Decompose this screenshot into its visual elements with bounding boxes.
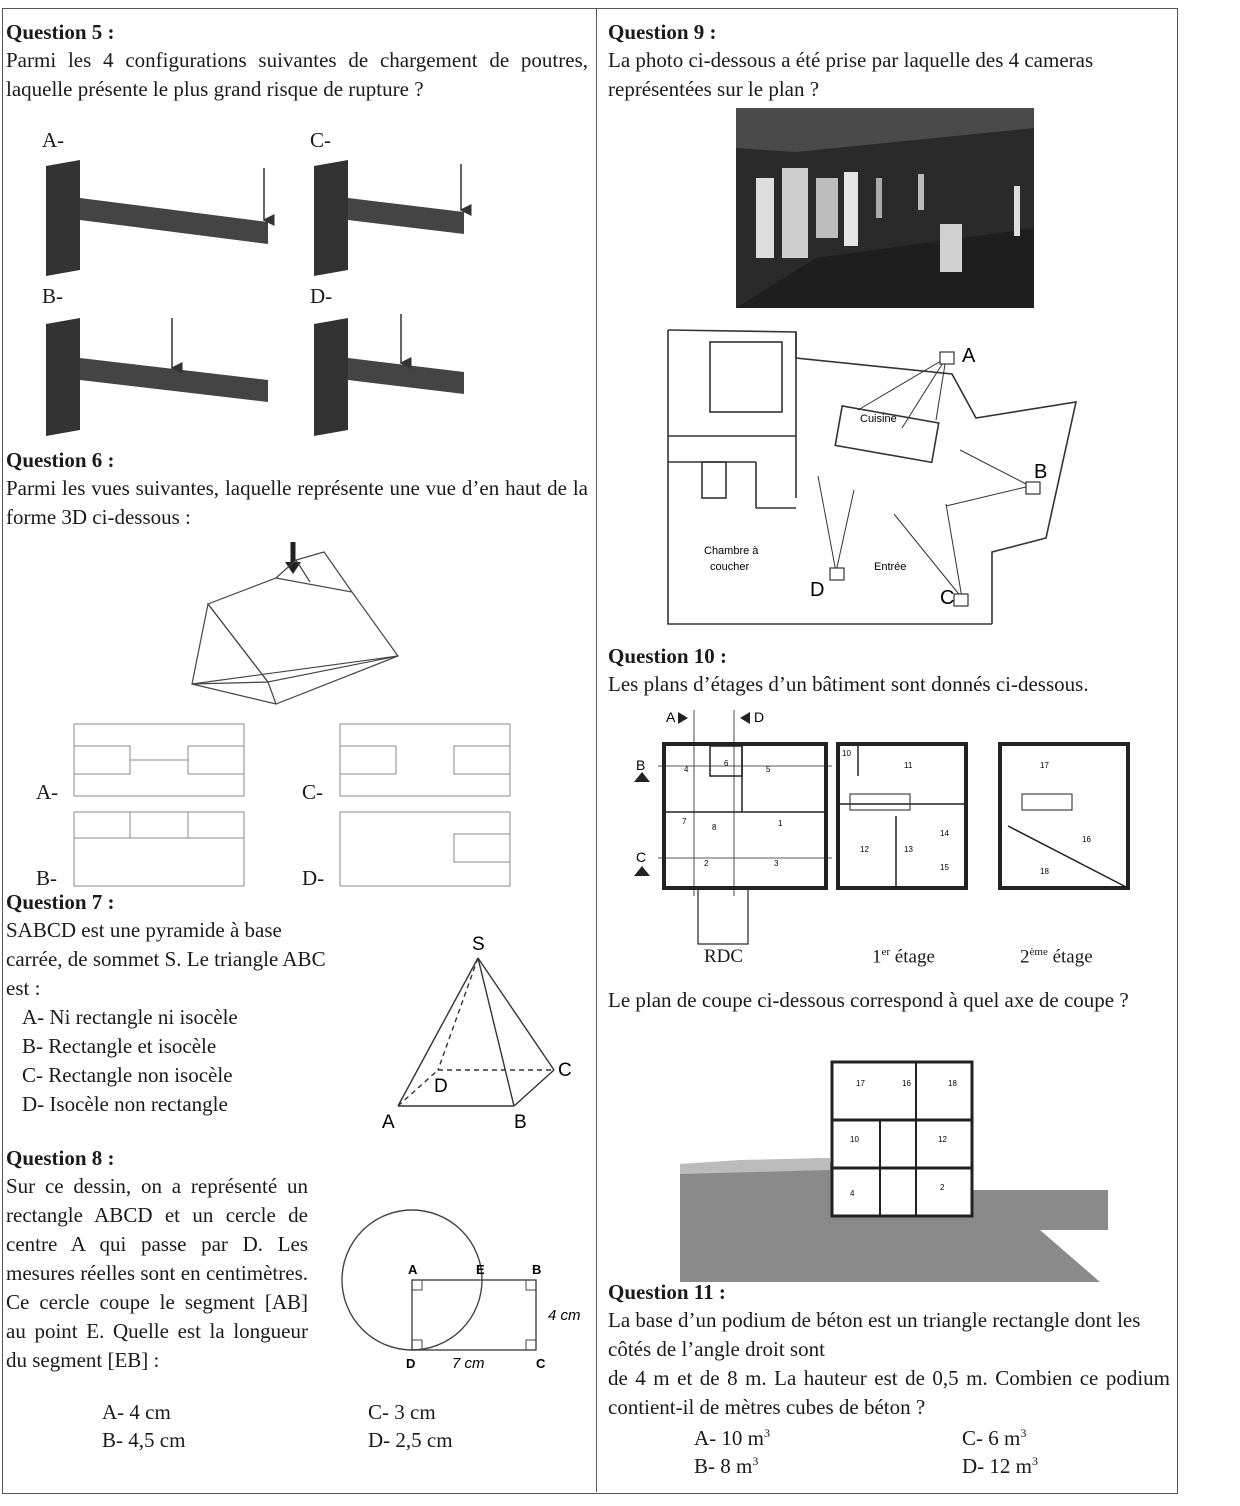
q8-option-d: D- 2,5 cm (368, 1428, 453, 1452)
question-8-text: Sur ce dessin, on a représenté un rectangle ABCD et un cercle de centre A qui passe par D. Les mesures réelles sont en centimètres. Ce cercle coupe le segment [AB] au point E. Quelle est la longueur du segment [EB] : (6, 1174, 308, 1372)
top-views (6, 718, 586, 894)
question-11 (608, 1278, 1170, 1478)
circle-rectangle-figure (332, 1182, 588, 1368)
room-7: 7 (682, 817, 687, 826)
column-divider (596, 8, 597, 1492)
axis-d-label: D (754, 709, 765, 725)
q5-option-b: B- (42, 284, 63, 308)
question-7-text: SABCD est une pyramide à base carrée, de sommet S. Le triangle ABC est : (6, 918, 326, 1000)
q11-option-a-label: A- 10 m (694, 1426, 764, 1450)
plan-label-chambre-1: Chambre à (704, 545, 759, 557)
beam-b (46, 318, 268, 436)
section-room-18: 18 (948, 1079, 957, 1088)
room-12: 12 (860, 845, 869, 854)
room-1: 1 (778, 819, 783, 828)
question-9 (608, 18, 1170, 609)
q5-option-d: D- (310, 284, 333, 308)
room-13: 13 (904, 845, 913, 854)
rect-label-b: B (532, 1262, 542, 1277)
question-10 (608, 642, 1170, 1198)
question-10-title: Question 10 : (608, 644, 728, 668)
q6-option-c: C- (302, 780, 323, 804)
camera-c-label: C (940, 587, 955, 609)
q11-option-a-sup: 3 (764, 1426, 770, 1440)
axis-c-label: C (636, 849, 647, 865)
room-14: 14 (940, 829, 949, 838)
room-15: 15 (940, 863, 949, 872)
interior-photo (736, 108, 1034, 308)
floor-label-rdc: RDC (704, 946, 744, 967)
question-10-section-question: Le plan de coupe ci-dessous correspond à quel axe de coupe ? (608, 988, 1129, 1012)
q11-option-c-label: C- 6 m (962, 1426, 1021, 1450)
q8-option-c: C- 3 cm (368, 1400, 436, 1424)
room-4: 4 (684, 765, 689, 774)
camera-a-label: A (962, 345, 976, 367)
room-6: 6 (724, 759, 729, 768)
question-11-title: Question 11 : (608, 1280, 726, 1304)
question-5-text: Parmi les 4 configurations suivantes de chargement de poutres, laquelle présente le plus grand risque de rupture ? (6, 48, 588, 101)
room-17: 17 (1040, 761, 1049, 770)
question-8-title: Question 8 : (6, 1146, 115, 1170)
q8-option-a: A- 4 cm (102, 1400, 171, 1424)
label-d: D (434, 1076, 448, 1097)
room-2: 2 (704, 859, 709, 868)
room-3: 3 (774, 859, 779, 868)
question-6 (6, 446, 588, 890)
label-a: A (382, 1112, 395, 1133)
q11-option-c-sup: 3 (1020, 1426, 1027, 1440)
q6-option-a: A- (36, 780, 59, 804)
floor-label-1er (872, 946, 935, 968)
section-room-16: 16 (902, 1079, 911, 1088)
rect-label-c: C (536, 1356, 546, 1368)
view-c (340, 724, 510, 796)
beam-c (314, 160, 464, 276)
q8-option-b: B- 4,5 cm (102, 1428, 186, 1452)
question-6-title: Question 6 : (6, 448, 115, 472)
room-8: 8 (712, 823, 717, 832)
floor-1-word: étage (894, 946, 935, 968)
question-7 (6, 888, 588, 1133)
view-b (74, 812, 244, 886)
floor-plans (628, 706, 1168, 946)
section-room-2: 2 (940, 1183, 945, 1192)
floor-label-2eme (1020, 946, 1093, 968)
axis-b-label: B (636, 757, 646, 773)
rect-height: 4 cm (548, 1307, 581, 1324)
question-11-text-1: La base d’un podium de béton est un triangle rectangle dont les côtés de l’angle droit sont (608, 1308, 1141, 1361)
question-8 (6, 1144, 588, 1452)
question-6-text: Parmi les vues suivantes, laquelle représente une vue d’en haut de la forme 3D ci-dessous : (6, 476, 588, 529)
camera-d-label: D (810, 579, 825, 601)
floor-2-sup: ème (1029, 946, 1048, 958)
q11-option-b (694, 1454, 758, 1479)
floor-1-number: 1 (872, 946, 882, 968)
rect-label-d: D (406, 1356, 416, 1368)
room-16: 16 (1082, 835, 1091, 844)
q11-option-d-sup: 3 (1032, 1454, 1038, 1468)
plan-label-cuisine: Cuisine (860, 413, 897, 425)
label-b: B (514, 1112, 527, 1133)
room-18: 18 (1040, 867, 1049, 876)
q7-option-a: A- Ni rectangle ni isocèle (22, 1005, 238, 1029)
q11-option-c (962, 1426, 1026, 1451)
rect-label-e: E (476, 1262, 485, 1277)
floor-2-number: 2 (1020, 946, 1030, 968)
question-5 (6, 18, 588, 308)
q6-option-b: B- (36, 866, 57, 890)
floor-1-sup: er (881, 946, 891, 958)
q5-option-a: A- (42, 128, 65, 152)
room-11: 11 (904, 761, 913, 770)
beam-d (314, 314, 464, 436)
q11-option-b-label: B- 8 m (694, 1454, 753, 1478)
q11-option-b-sup: 3 (752, 1454, 759, 1468)
beam-figures (6, 158, 586, 448)
question-11-text-2: de 4 m et de 8 m. La hauteur est de 0,5 m. Combien ce podium contient-il de mètres cubes de béton ? (608, 1366, 1170, 1419)
question-5-title: Question 5 : (6, 20, 115, 44)
pyramid-figure (366, 928, 586, 1138)
plan-label-entree: Entrée (874, 561, 907, 573)
question-7-title: Question 7 : (6, 890, 115, 914)
rect-label-a: A (408, 1262, 418, 1277)
q11-option-d (962, 1454, 1038, 1479)
section-cut (680, 1040, 1108, 1282)
q11-option-d-label: D- 12 m (962, 1454, 1032, 1478)
question-9-text: La photo ci-dessous a été prise par laquelle des 4 cameras représentées sur le plan ? (608, 48, 1094, 101)
rect-width: 7 cm (452, 1355, 485, 1368)
q11-option-a (694, 1426, 770, 1451)
floor-2-word: étage (1052, 946, 1093, 968)
section-room-12: 12 (938, 1135, 947, 1144)
floor-plan-cameras (646, 318, 1096, 638)
camera-b-label: B (1034, 461, 1048, 483)
section-room-10: 10 (850, 1135, 859, 1144)
room-10: 10 (842, 749, 851, 758)
question-9-title: Question 9 : (608, 20, 717, 44)
section-room-17: 17 (856, 1079, 865, 1088)
room-5: 5 (766, 765, 771, 774)
section-room-4: 4 (850, 1189, 855, 1198)
q6-option-d: D- (302, 866, 325, 890)
q5-option-c: C- (310, 128, 331, 152)
q7-option-b: B- Rectangle et isocèle (22, 1034, 217, 1058)
view-d (340, 812, 510, 886)
label-s: S (472, 934, 485, 955)
label-c: C (558, 1060, 572, 1081)
shape-3d (6, 534, 586, 714)
beam-a (46, 160, 268, 276)
question-10-text: Les plans d’étages d’un bâtiment sont donnés ci-dessous. (608, 672, 1089, 696)
q7-option-c: C- Rectangle non isocèle (22, 1063, 233, 1087)
axis-a-label: A (666, 709, 676, 725)
plan-label-chambre-2: coucher (710, 561, 750, 573)
q7-option-d: D- Isocèle non rectangle (22, 1092, 228, 1116)
